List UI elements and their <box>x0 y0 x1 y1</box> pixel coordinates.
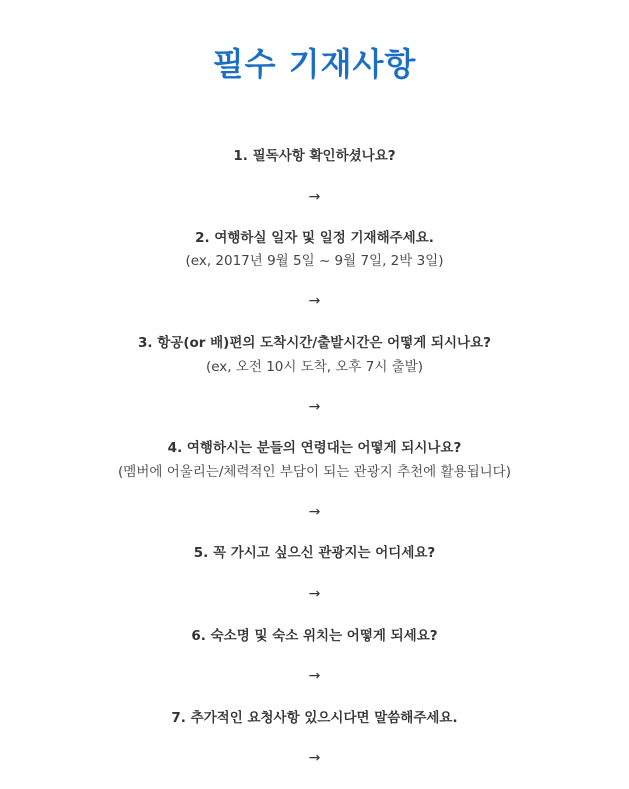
answer-arrow-icon: → <box>308 189 321 205</box>
answer-arrow-icon: → <box>308 586 321 602</box>
question-6: 6. 숙소명 및 숙소 위치는 어떻게 되세요? <box>191 628 438 644</box>
question-1: 1. 필독사항 확인하셨나요? <box>233 148 396 164</box>
answer-arrow-icon: → <box>308 668 321 684</box>
answer-arrow-icon: → <box>308 504 321 520</box>
question-2: 2. 여행하실 일자 및 일정 기재해주세요. <box>195 230 434 246</box>
answer-arrow-icon: → <box>308 750 321 766</box>
question-4: 4. 여행하시는 분들의 연령대는 어떻게 되시나요? <box>167 440 462 456</box>
question-3: 3. 항공(or 배)편의 도착시간/출발시간은 어떻게 되시나요? <box>138 335 491 351</box>
question-2-note: (ex, 2017년 9월 5일 ~ 9월 7일, 2박 3일) <box>185 253 444 269</box>
question-4-note: (멤버에 어울리는/체력적인 부담이 되는 관광지 추천에 활용됩니다) <box>118 464 511 480</box>
question-3-note: (ex, 오전 10시 도착, 오후 7시 출발) <box>205 359 424 375</box>
answer-arrow-icon: → <box>308 399 321 415</box>
question-5: 5. 꼭 가시고 싶으신 관광지는 어디세요? <box>193 545 436 561</box>
page-title: 필수 기재사항 <box>212 45 417 83</box>
answer-arrow-icon: → <box>308 293 321 309</box>
question-7: 7. 추가적인 요청사항 있으시다면 말씀해주세요. <box>171 710 458 726</box>
